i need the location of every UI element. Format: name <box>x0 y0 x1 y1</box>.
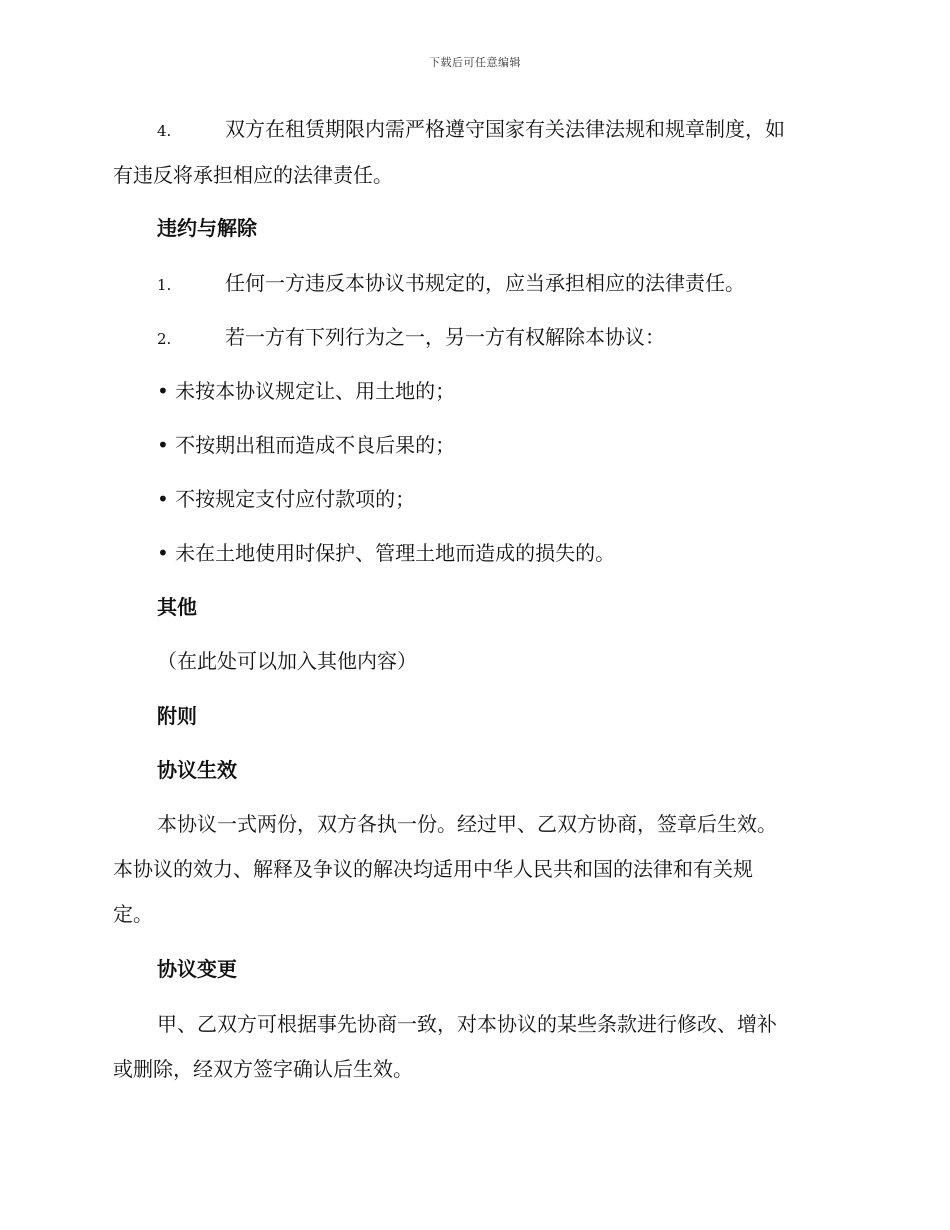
effect-paragraph-line-1: 本协议一式两份，双方各执一份。经过甲、乙双方协商，签章后生效。 <box>157 812 777 836</box>
breach-item-1 <box>157 269 745 299</box>
breach-item-2 <box>157 323 665 353</box>
section-heading-change: 协议变更 <box>157 957 237 981</box>
bullet-item: • 不按期出租而造成不良后果的； <box>157 433 456 457</box>
bullet-item: • 未在土地使用时保护、管理土地而造成的损失的。 <box>157 541 616 565</box>
item-number: 4. <box>157 122 172 140</box>
item-text: 若一方有下列行为之一，另一方有权解除本协议： <box>225 325 665 349</box>
section-heading-breach: 违约与解除 <box>157 216 257 240</box>
page-header: 下载后可任意编辑 <box>429 56 521 69</box>
effect-paragraph-line-3: 定。 <box>113 902 153 926</box>
item-number: 1. <box>157 276 172 294</box>
bullet-item: • 未按本协议规定让、用土地的； <box>157 379 456 403</box>
item-number: 2. <box>157 330 172 348</box>
item-4-line-2: 有违反将承担相应的法律责任。 <box>113 163 393 187</box>
change-paragraph-line-2: 或删除，经双方签字确认后生效。 <box>113 1057 413 1081</box>
section-heading-appendix: 附则 <box>157 704 197 728</box>
other-placeholder-text: （在此处可以加入其他内容） <box>157 649 417 673</box>
section-heading-effect: 协议生效 <box>157 758 237 782</box>
effect-paragraph-line-2: 本协议的效力、解释及争议的解决均适用中华人民共和国的法律和有关规 <box>113 857 753 881</box>
item-4-line-1 <box>157 115 785 145</box>
item-text: 任何一方违反本协议书规定的，应当承担相应的法律责任。 <box>225 271 745 295</box>
bullet-item: • 不按规定支付应付款项的； <box>157 487 416 511</box>
change-paragraph-line-1: 甲、乙双方可根据事先协商一致，对本协议的某些条款进行修改、增补 <box>157 1012 777 1036</box>
section-heading-other: 其他 <box>157 595 197 619</box>
item-text: 双方在租赁期限内需严格遵守国家有关法律法规和规章制度，如 <box>225 117 785 141</box>
